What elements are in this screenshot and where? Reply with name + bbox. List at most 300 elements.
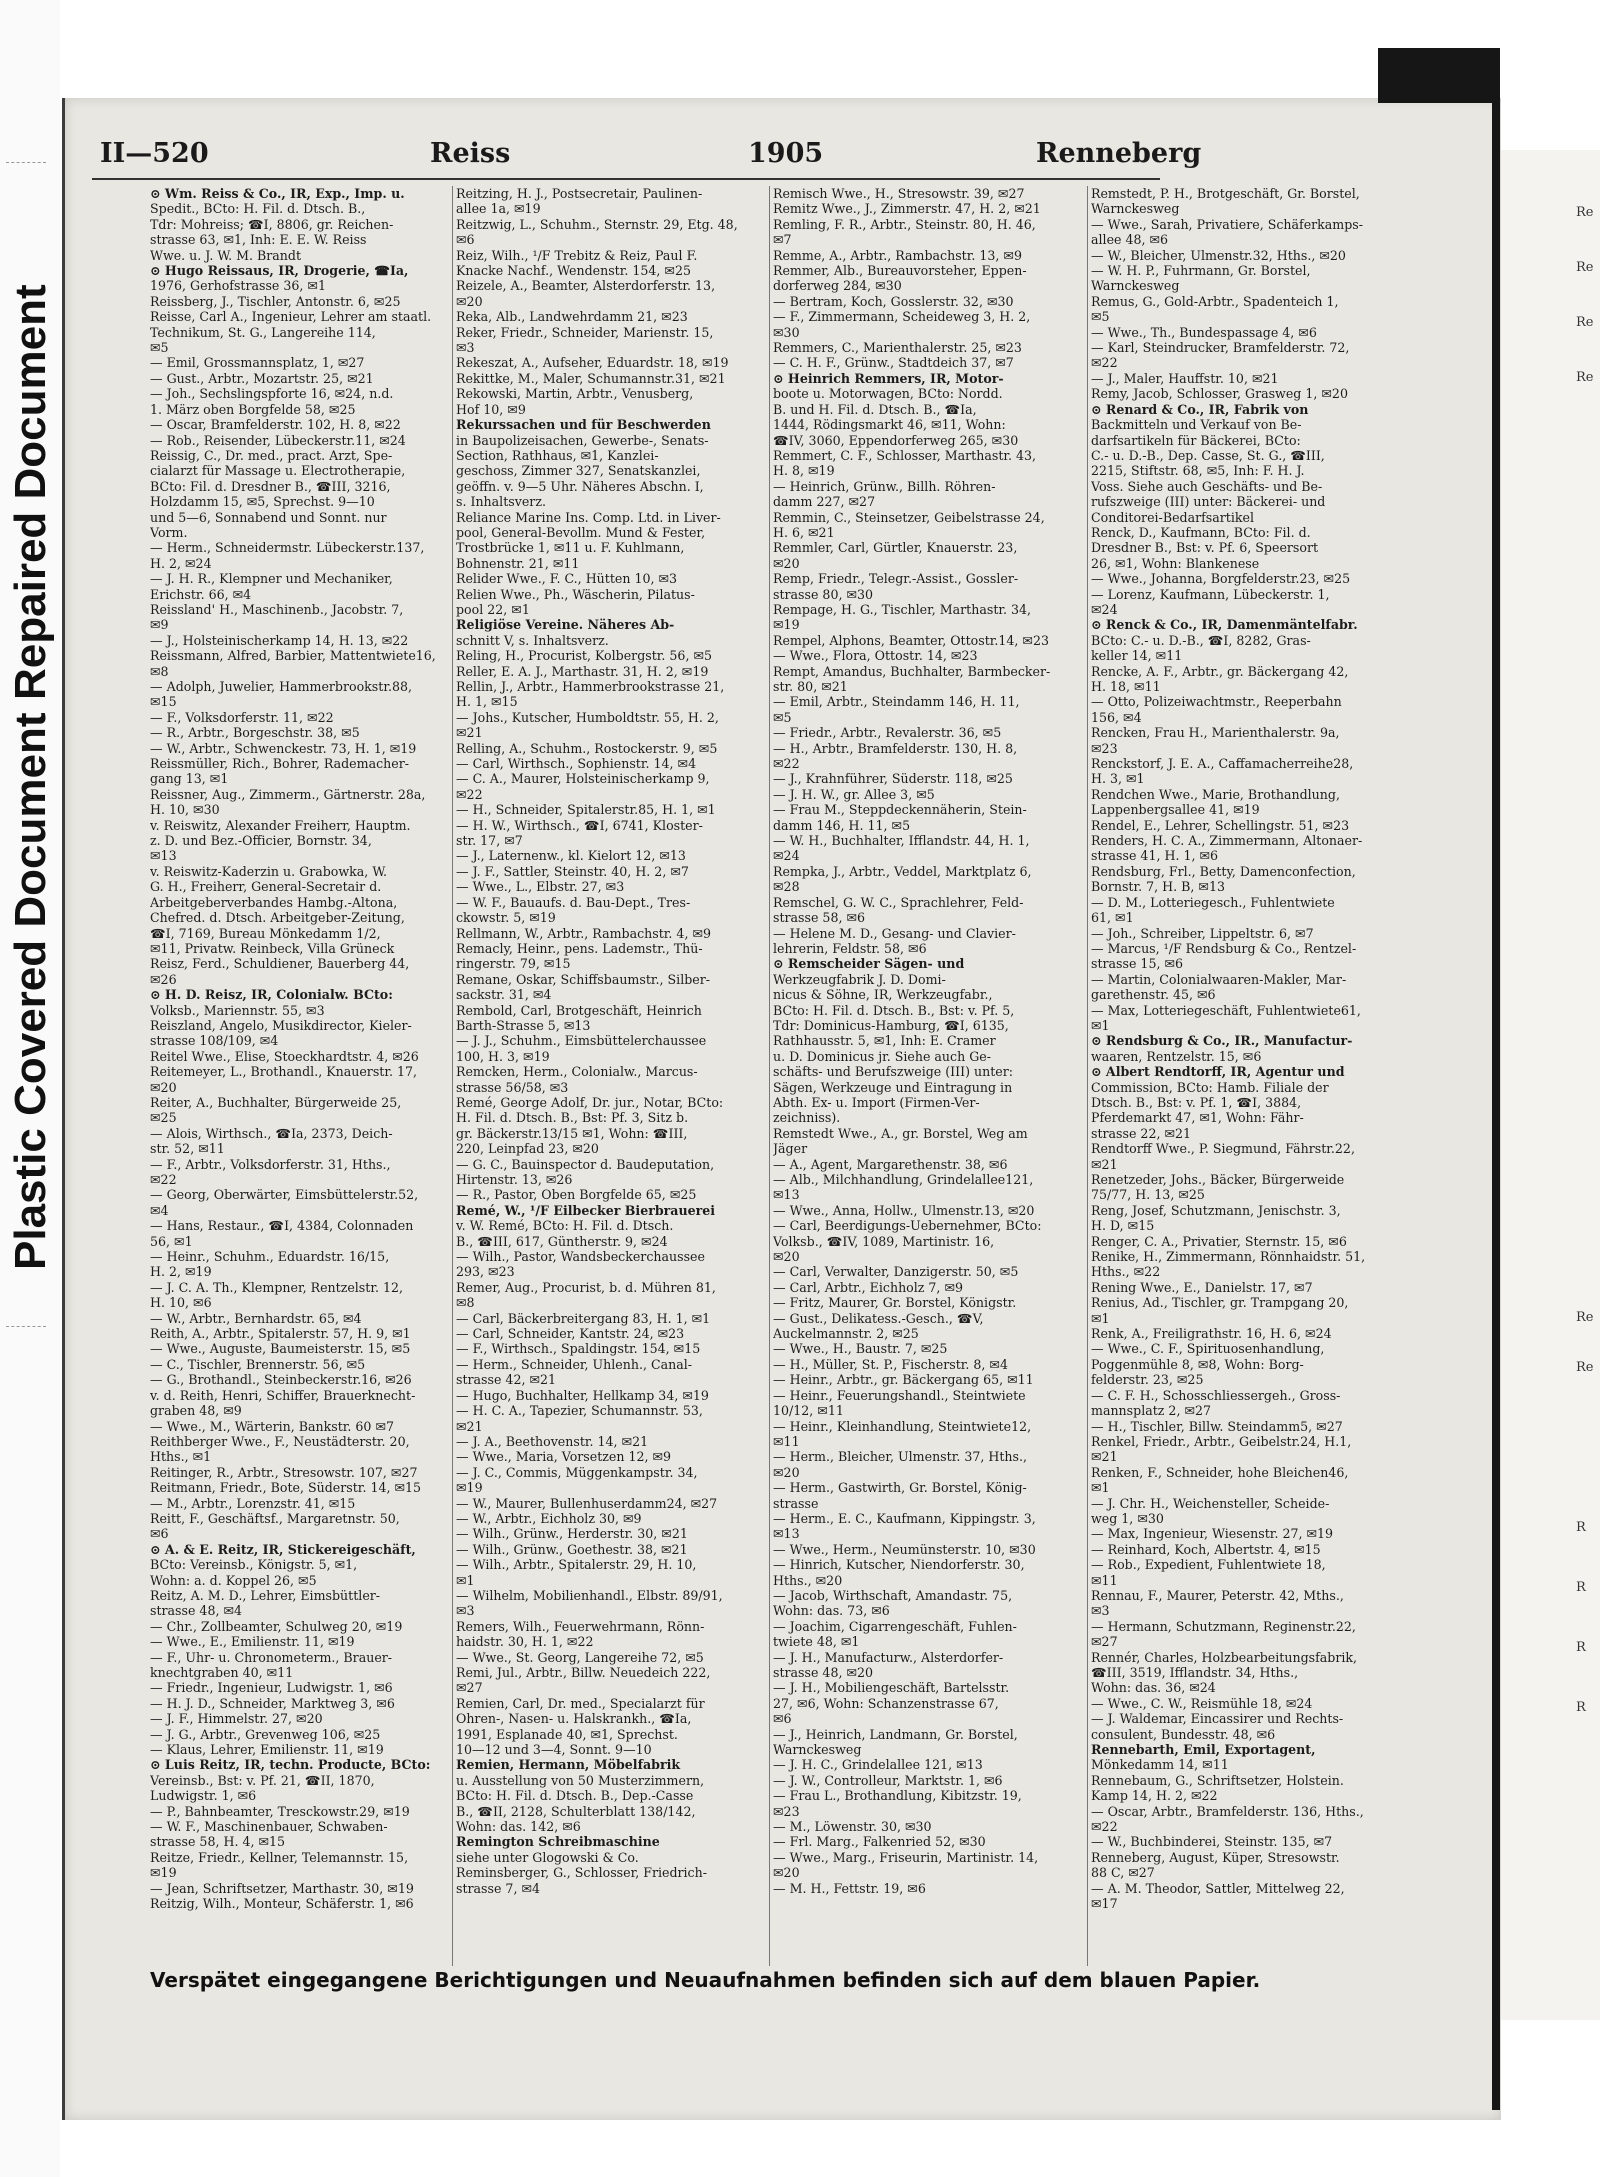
entry-line: Rellmann, W., Arbtr., Rambachstr. 4, ✉9 [456,925,712,941]
entry-line: Reizele, A., Beamter, Alsterdorferstr. 13, [456,278,716,294]
entry-line: Rendel, E., Lehrer, Schellingstr. 51, ✉23 [1091,817,1350,833]
entry-line: — Joachim, Cigarrengeschäft, Fuhlen- [773,1618,1017,1634]
entry-line: — R., Pastor, Oben Borgfelde 65, ✉25 [456,1187,697,1203]
entry-line: — J. Chr. H., Weichensteller, Scheide- [1091,1495,1330,1511]
entry-line: ✉1 [1091,1017,1110,1033]
entry-line: — Frl. Marg., Falkenried 52, ✉30 [773,1834,986,1850]
entry-line: v. W. Remé, BCto: H. Fil. d. Dtsch. [456,1218,674,1234]
entry-line: schäfts- und Berufszweige (III) unter: [773,1064,1013,1080]
entry-line: 220, Leinpfad 23, ✉20 [456,1141,599,1157]
entry-line: — Wilhelm, Mobilienhandl., Elbstr. 89/91, [456,1587,723,1603]
entry-line: — W., Arbtr., Eichholz 30, ✉9 [456,1510,642,1526]
page-number: II—520 [100,138,209,169]
entry-line: — H. W., Wirthsch., ☎I, 6741, Kloster- [456,817,703,833]
entry-line: — Wwe., L., Elbstr. 27, ✉3 [456,879,625,895]
entry-line: — W. H. P., Fuhrmann, Gr. Borstel, [1091,263,1311,279]
entry-line: — Wwe., C. W., Reismühle 18, ✉24 [1091,1695,1313,1711]
entry-line: u. Ausstellung von 50 Musterzimmern, [456,1772,705,1788]
entry-line: 100, H. 3, ✉19 [456,1048,550,1064]
entry-line: ⊙ Hugo Reissaus, IR, Drogerie, ☎Ia, [150,263,409,279]
entry-line: ✉4 [150,1202,169,1218]
entry-line: — Carl, Wirthsch., Sophienstr. 14, ✉4 [456,756,697,772]
entry-line: Remien, Carl, Dr. med., Specialarzt für [456,1695,705,1711]
entry-line: ✉13 [773,1187,800,1203]
entry-line: Backmitteln und Verkauf von Be- [1091,417,1302,433]
entry-line: BCto: C.- u. D.-B., ☎I, 8282, Gras- [1091,632,1311,648]
entry-line: H. 10, ✉6 [150,1295,212,1311]
entry-line: — J. H. R., Klempner und Mechaniker, [150,571,393,587]
entry-line: — M., Löwenstr. 30, ✉30 [773,1819,932,1835]
entry-line: — J. G., Arbtr., Grevenweg 106, ✉25 [150,1726,381,1742]
entry-line: Reitze, Friedr., Kellner, Telemannstr. 15, [150,1849,409,1865]
entry-line: Remé, George Adolf, Dr. jur., Notar, BCto: [456,1094,724,1110]
entry-line: strasse 56/58, ✉3 [456,1079,569,1095]
entry-line: ✉25 [150,1110,177,1126]
entry-line: Kamp 14, H. 2, ✉22 [1091,1788,1218,1804]
entry-line: geöffn. v. 9—5 Uhr. Näheres Abschn. I, [456,478,704,494]
entry-line: — Carl, Schneider, Kantstr. 24, ✉23 [456,1326,685,1342]
entry-line: Poggenmühle 8, ✉8, Wohn: Borg- [1091,1356,1304,1372]
entry-line: — J. H. C., Grindelallee 121, ✉13 [773,1757,983,1773]
entry-line: — Heinr., Schuhm., Eduardstr. 16/15, [150,1249,390,1265]
column-2 [456,186,765,1966]
entry-line: ✉27 [1091,1634,1118,1650]
plastic-covered-document-label: Plastic Covered Document [6,712,55,1270]
entry-line: — Carl, Beerdigungs-Uebernehmer, BCto: [773,1218,1042,1234]
entry-line: — Rob., Reisender, Lübeckerstr.11, ✉24 [150,432,406,448]
entry-line: — Hugo, Buchhalter, Hellkamp 34, ✉19 [456,1387,709,1403]
entry-line: allee 48, ✉6 [1091,232,1169,248]
entry-line: Wohn: das. 142, ✉6 [456,1819,581,1835]
entry-line: Rekowski, Martin, Arbtr., Venusberg, [456,386,694,402]
entry-line: ⊙ Albert Rendtorff, IR, Agentur und [1091,1064,1345,1080]
entry-line: strasse 108/109, ✉4 [150,1033,279,1049]
entry-line: — Wwe., Johanna, Borgfelderstr.23, ✉25 [1091,571,1351,587]
entry-line: — Wwe., St. Georg, Langereihe 72, ✉5 [456,1649,704,1665]
entry-line: Remitz Wwe., J., Zimmerstr. 47, H. 2, ✉21 [773,201,1041,217]
entry-line: — G. C., Bauinspector d. Baudeputation, [456,1156,715,1172]
entry-line: Section, Rathhaus, ✉1, Kanzlei- [456,447,659,463]
entry-line: Warnckesweg [1091,278,1180,294]
entry-line: ✉17 [1091,1896,1118,1912]
entry-line: Bohnenstr. 21, ✉11 [456,555,580,571]
entry-line: ✉24 [1091,601,1118,617]
entry-line: Hths., ✉20 [773,1572,843,1588]
entry-line: Reminsberger, G., Schlosser, Friedrich- [456,1865,707,1881]
entry-line: str. 80, ✉21 [773,679,848,694]
entry-line: — Friedr., Ingenieur, Ludwigstr. 1, ✉6 [150,1680,393,1696]
entry-line: Dresdner B., Bst: v. Pf. 6, Speersort [1091,540,1319,556]
entry-line: — Lorenz, Kaufmann, Lübeckerstr. 1, [1091,586,1330,602]
entry-line: — Emil, Grossmannsplatz, 1, ✉27 [150,355,365,371]
entry-line: BCto: H. Fil. d. Dtsch. B., Dep.-Casse [456,1788,694,1804]
entry-line: — Adolph, Juwelier, Hammerbrookstr.88, [150,679,413,694]
entry-line: 61, ✉1 [1091,910,1134,926]
entry-line: — Gust., Arbtr., Mozartstr. 25, ✉21 [150,370,374,386]
entry-line: — Martin, Colonialwaaren-Makler, Mar- [1091,971,1347,987]
entry-line: Auckelmannstr. 2, ✉25 [773,1326,919,1342]
entry-line: haidstr. 30, H. 1, ✉22 [456,1634,594,1650]
entry-line: Ludwigstr. 1, ✉6 [150,1788,257,1804]
entry-line: ✉11 [773,1433,800,1449]
entry-line: ✉1 [456,1572,475,1588]
entry-line: Reith, A., Arbtr., Spitalerstr. 57, H. 9, ✉1 [150,1326,411,1342]
entry-line: gr. Bäckerstr.13/15 ✉1, Wohn: ☎III, [456,1125,688,1141]
entry-line: — Hans, Restaur., ☎I, 4384, Colonnaden [150,1218,414,1234]
entry-line: Remi, Jul., Arbtr., Billw. Neuedeich 222, [456,1665,711,1680]
entry-line: Reitz, A. M. D., Lehrer, Eimsbüttler- [150,1587,381,1603]
entry-line: ✉26 [150,971,177,987]
entry-line: Remacly, Heinr., pens. Lademstr., Thü- [456,940,703,956]
entry-line: Remmer, Alb., Bureauvorsteher, Eppen- [773,263,1027,279]
entry-line: — A. M. Theodor, Sattler, Mittelweg 22, [1091,1880,1345,1896]
entry-line: boote u. Motorwagen, BCto: Nordd. [773,386,1003,402]
entry-line: H. 8, ✉19 [773,463,835,479]
entry-line: Relling, A., Schuhm., Rostockerstr. 9, ✉5 [456,740,718,756]
entry-line: — J., Holsteinischerkamp 14, H. 13, ✉22 [150,632,409,648]
entry-line: ✉22 [150,1172,177,1187]
entry-line: Volksb., Mariennstr. 55, ✉3 [150,1002,325,1018]
entry-line: Rekittke, M., Maler, Schumannstr.31, ✉21 [456,370,726,386]
entry-line: 1976, Gerhofstrasse 36, ✉1 [150,278,326,294]
entry-line: — Bertram, Koch, Gosslerstr. 32, ✉30 [773,293,1014,309]
entry-line: — H., Arbtr., Bramfelderstr. 130, H. 8, [773,740,1018,756]
adjacent-page-fragment: Re [1576,1360,1594,1375]
entry-line: Spedit., BCto: H. Fil. d. Dtsch. B., [150,201,366,217]
entry-line: ✉21 [1091,1449,1118,1465]
entry-line: — C. A., Maurer, Holsteinischerkamp 9, [456,771,710,787]
entry-line: Ohren-, Nasen- u. Halskrankh., ☎Ia, [456,1711,692,1727]
entry-line: Renetzeder, Johs., Bäcker, Bürgerweide [1091,1172,1345,1187]
entry-line: — J. C., Commis, Müggenkampstr. 34, [456,1464,698,1480]
entry-line: Reller, E. A. J., Marthastr. 31, H. 2, ✉19 [456,663,709,679]
entry-line: — J., Laternenw., kl. Kielort 12, ✉13 [456,848,686,864]
entry-line: — J. H., Manufacturw., Alsterdorfer- [773,1649,1004,1665]
adjacent-page-fragment: R [1576,1580,1586,1595]
entry-line: — Heinr., Kleinhandlung, Steintwiete12, [773,1418,1032,1434]
entry-line: — Johs., Kutscher, Humboldtstr. 55, H. 2, [456,709,719,725]
entry-line: Erichstr. 66, ✉4 [150,586,252,602]
entry-line: ✉6 [773,1711,792,1727]
adjacent-page-fragment: R [1576,1640,1586,1655]
entry-line: garethenstr. 45, ✉6 [1091,987,1216,1003]
entry-line: Vereinsb., Bst: v. Pf. 21, ☎II, 1870, [150,1772,375,1788]
entry-line: strasse 58, H. 4, ✉15 [150,1834,286,1850]
entry-line: ✉22 [1091,1819,1118,1835]
entry-line: H. 6, ✉21 [773,524,835,540]
entry-line: Remmin, C., Steinsetzer, Geibelstrasse 24, [773,509,1045,525]
entry-line: — D. M., Lotteriegesch., Fuhlentwiete [1091,894,1335,910]
entry-line: Reitemeyer, L., Brothandl., Knauerstr. 17, [150,1064,418,1080]
entry-line: Remme, A., Arbtr., Rambachstr. 13, ✉9 [773,247,1022,263]
entry-line: BCto: H. Fil. d. Dtsch. B., Bst: v. Pf. 5, [773,1002,1015,1018]
entry-line: — G., Brothandl., Steinbeckerstr.16, ✉26 [150,1372,412,1388]
entry-line: — J. J., Schuhm., Eimsbüttelerchaussee [456,1033,707,1049]
entry-line: Remp, Friedr., Telegr.-Assist., Gossler- [773,571,1019,587]
entry-line: ✉5 [773,709,792,725]
entry-line: — Heinrich, Grünw., Billh. Röhren- [773,478,996,494]
entry-line: B., ☎III, 617, Güntherstr. 9, ✉24 [456,1233,668,1249]
entry-line: ✉21 [456,725,483,741]
entry-line: Wwe. u. J. W. M. Brandt [150,247,302,263]
entry-line: damm 146, H. 11, ✉5 [773,817,911,833]
adjacent-page-fragment: Re [1576,370,1594,385]
entry-line: ✉13 [150,848,177,864]
entry-line: — Jean, Schriftsetzer, Marthastr. 30, ✉19 [150,1880,414,1896]
entry-line: Rempage, H. G., Tischler, Marthastr. 34, [773,601,1032,617]
entry-line: Rening Wwe., E., Danielstr. 17, ✉7 [1091,1279,1313,1295]
entry-line: ⊙ H. D. Reisz, IR, Colonialw. BCto: [150,987,393,1003]
entry-line: sackstr. 31, ✉4 [456,987,552,1003]
entry-line: ✉8 [150,663,169,679]
entry-line: ✉20 [773,1249,800,1265]
entry-line: ✉6 [150,1526,169,1542]
entry-line: — Heinr., Feuerungshandl., Steintwiete [773,1387,1026,1403]
entry-line: Reithberger Wwe., F., Neustädterstr. 20, [150,1433,410,1449]
margin-dash [6,162,46,163]
entry-line: — J. Waldemar, Eincassirer und Rechts- [1091,1711,1344,1727]
entry-line: Rempt, Amandus, Buchhalter, Barmbecker- [773,663,1051,679]
entry-line: — H. J. D., Schneider, Marktweg 3, ✉6 [150,1695,395,1711]
entry-line: H. 18, ✉11 [1091,679,1161,694]
entry-line: lehrerin, Feldstr. 58, ✉6 [773,940,927,956]
entry-line: — H. C. A., Tapezier, Schumannstr. 53, [456,1403,703,1419]
column-3 [773,186,1083,1966]
entry-line: — W., Arbtr., Schwenckestr. 73, H. 1, ✉19 [150,740,417,756]
entry-line: Reliance Marine Ins. Comp. Ltd. in Liver- [456,509,721,525]
entry-line: Religiöse Vereine. Näheres Ab- [456,617,675,633]
entry-line: — Wilh., Grünw., Goethestr. 38, ✉21 [456,1541,688,1557]
entry-line: — J. F., Himmelstr. 27, ✉20 [150,1711,323,1727]
entry-line: 1. März oben Borgfelde 58, ✉25 [150,401,356,417]
entry-line: weg 1, ✉30 [1091,1510,1164,1526]
entry-line: — F., Uhr- u. Chronometerm., Brauer- [150,1649,393,1665]
entry-line: — Fritz, Maurer, Gr. Borstel, Königstr. [773,1295,1017,1311]
entry-line: Reissner, Aug., Zimmerm., Gärtnerstr. 28a, [150,786,426,802]
entry-line: — W. F., Maschinenbauer, Schwaben- [150,1819,388,1835]
entry-line: strasse 41, H. 1, ✉6 [1091,848,1219,864]
entry-line: — Wwe., Flora, Ottostr. 14, ✉23 [773,648,978,664]
entry-line: cialarzt für Massage u. Electrotherapie, [150,463,406,479]
entry-line: ✉22 [456,786,483,802]
entry-line: Warnckesweg [773,1742,862,1758]
entry-line: Renkel, Friedr., Arbtr., Geibelstr.24, H.1, [1091,1433,1352,1449]
column-divider [1087,186,1088,1966]
entry-line: — Oscar, Arbtr., Bramfelderstr. 136, Hths., [1091,1803,1364,1819]
entry-line: Remmert, C. F., Schlosser, Marthastr. 43, [773,447,1037,463]
entry-line: — Jacob, Wirthschaft, Amandastr. 75, [773,1587,1013,1603]
entry-line: Jäger [773,1141,808,1157]
entry-line: ✉21 [1091,1156,1118,1172]
entry-line: — Friedr., Arbtr., Revalerstr. 36, ✉5 [773,725,1002,741]
entry-line: strasse [773,1495,819,1511]
entry-line: ✉1 [1091,1480,1110,1496]
header-rule [92,178,1160,180]
entry-line: C.- u. D.-B., Dep. Casse, St. G., ☎III, [1091,447,1325,463]
entry-line: v. d. Reith, Henri, Schiffer, Brauerknecht- [150,1387,416,1403]
entry-line: Reiszland, Angelo, Musikdirector, Kieler- [150,1017,412,1033]
entry-line: Remé, W., ¹/F Eilbecker Bierbrauerei [456,1202,716,1218]
entry-line: — J., Heinrich, Landmann, Gr. Borstel, [773,1726,1018,1742]
entry-line: — Herm., Gastwirth, Gr. Borstel, König- [773,1480,1027,1496]
entry-line: — A., Agent, Margarethenstr. 38, ✉6 [773,1156,1008,1172]
entry-line: Abth. Ex- u. Import (Firmen-Ver- [773,1094,980,1110]
entry-line: u. D. Dominicus jr. Siehe auch Ge- [773,1048,991,1064]
entry-line: Renius, Ad., Tischler, gr. Trampgang 20, [1091,1295,1349,1311]
entry-line: — Wwe., Auguste, Baumeisterstr. 15, ✉5 [150,1341,411,1357]
entry-line: ☎IV, 3060, Eppendorferweg 265, ✉30 [773,432,1019,448]
scan-edge [1492,100,1500,2110]
page-header [100,138,1202,172]
entry-line: — Wwe., Th., Bundespassage 4, ✉6 [1091,324,1317,340]
entry-line: ⊙ Wm. Reiss & Co., IR, Exp., Imp. u. [150,186,405,201]
entry-line: H. 10, ✉30 [150,802,220,818]
entry-line: Relien Wwe., Ph., Wäscherin, Pilatus- [456,586,695,602]
entry-line: Knacke Nachf., Wendenstr. 154, ✉25 [456,263,691,279]
entry-line: — Wwe., Sarah, Privatiere, Schäferkamps- [1091,216,1364,232]
entry-line: 10/12, ✉11 [773,1403,844,1419]
entry-line: — Herm., Schneidermstr. Lübeckerstr.137, [150,540,425,556]
side-labels [6,180,54,1280]
entry-line: — Wwe., Marg., Friseurin, Martinistr. 14, [773,1849,1039,1865]
entry-line: ✉3 [1091,1603,1110,1619]
entry-line: Reissberg, J., Tischler, Antonstr. 6, ✉25 [150,293,401,309]
entry-line: schnitt V, s. Inhaltsverz. [456,632,609,648]
entry-line: Reitel Wwe., Elise, Stoeckhardtstr. 4, ✉26 [150,1048,419,1064]
entry-line: siehe unter Glogowski & Co. [456,1849,639,1865]
entry-line: ✉20 [150,1079,177,1095]
entry-line: ✉20 [456,293,483,309]
entry-line: — Frau L., Brothandlung, Kibitzstr. 19, [773,1788,1022,1804]
entry-line: — H., Schneider, Spitalerstr.85, H. 1, ✉1 [456,802,716,818]
entry-line: damm 227, ✉27 [773,494,876,510]
entry-line: — Heinr., Arbtr., gr. Bäckergang 65, ✉11 [773,1372,1034,1388]
entry-line: strasse 63, ✉1, Inh: E. E. W. Reiss [150,232,367,248]
entry-line: Rempka, J., Arbtr., Veddel, Marktplatz 6, [773,863,1032,879]
entry-line: ✉19 [456,1480,483,1496]
entry-line: Volksb., ☎IV, 1089, Martinistr. 16, [773,1233,995,1249]
column-divider [452,186,453,1966]
adjacent-page [1500,150,1600,2020]
entry-line: Remschel, G. W. C., Sprachlehrer, Feld- [773,894,1024,910]
entry-line: BCto: Vereinsb., Königstr. 5, ✉1, [150,1557,358,1573]
entry-line: Reng, Josef, Schutzmann, Jenischstr. 3, [1091,1202,1341,1218]
entry-line: und 5—6, Sonnabend und Sonnt. nur [150,509,387,525]
entry-line: ✉5 [150,340,169,356]
entry-line: — Herm., Schneider, Uhlenh., Canal- [456,1356,693,1372]
adjacent-page-fragment: Re [1576,205,1594,220]
entry-line: Remington Schreibmaschine [456,1834,660,1850]
header-last-entry: Renneberg [1036,138,1202,169]
entry-line: Remmler, Carl, Gürtler, Knauerstr. 23, [773,540,1018,556]
entry-line: Reissland' H., Maschinenb., Jacobstr. 7, [150,601,404,617]
entry-line: ☎I, 7169, Bureau Mönkedamm 1/2, [150,925,381,941]
entry-line: Rencken, Frau H., Marienthalerstr. 9a, [1091,725,1340,741]
entry-line: pool 22, ✉1 [456,601,530,617]
entry-line: ✉23 [1091,740,1118,756]
entry-line: 10—12 und 3—4, Sonnt. 9—10 [456,1742,652,1758]
entry-line: ✉15 [150,694,177,710]
entry-line: ✉11, Privatw. Reinbeck, Villa Grüneck [150,940,395,956]
entry-line: — Chr., Zollbeamter, Schulweg 20, ✉19 [150,1618,403,1634]
entry-line: 293, ✉23 [456,1264,515,1280]
entry-line: Barth-Strasse 5, ✉13 [456,1017,591,1033]
entry-line: Renders, H. C. A., Zimmermann, Altonaer- [1091,833,1363,849]
entry-line: Mönkedamm 14, ✉11 [1091,1757,1229,1773]
entry-line: allee 1a, ✉19 [456,201,541,217]
entry-line: Reitmann, Friedr., Bote, Süderstr. 14, ✉15 [150,1480,422,1496]
entry-line: Remers, Wilh., Feuerwehrmann, Rönn- [456,1618,705,1634]
entry-line: Reitt, F., Geschäftsf., Margaretnstr. 50, [150,1510,400,1526]
adjacent-page-fragment: Re [1576,1310,1594,1325]
entry-line: Bornstr. 7, H. B, ✉13 [1091,879,1225,895]
entry-line: — C., Tischler, Brennerstr. 56, ✉5 [150,1356,366,1372]
entry-line: Chefred. d. Dtsch. Arbeitgeber-Zeitung, [150,910,405,926]
entry-line: — Carl, Arbtr., Eichholz 7, ✉9 [773,1279,964,1295]
entry-line: gang 13, ✉1 [150,771,229,787]
adjacent-page-fragment: Re [1576,260,1594,275]
entry-line: knechtgraben 40, ✉11 [150,1665,294,1680]
entry-line: — Karl, Steindrucker, Bramfelderstr. 72, [1091,340,1350,356]
entry-line: ⊙ Rendsburg & Co., IR., Manufactur- [1091,1033,1353,1049]
entry-line: B., ☎II, 2128, Schulterblatt 138/142, [456,1803,696,1819]
entry-line: — Marcus, ¹/F Rendsburg & Co., Rentzel- [1091,940,1357,956]
entry-line: Rencke, A. F., Arbtr., gr. Bäckergang 42, [1091,663,1349,679]
entry-line: Wohn: das. 36, ✉24 [1091,1680,1216,1696]
entry-line: ✉3 [456,1603,475,1619]
entry-line: ✉11 [1091,1572,1118,1588]
entry-line: Remling, F. R., Arbtr., Steinstr. 80, H. 46, [773,216,1036,232]
entry-line: ✉22 [773,756,800,772]
entry-line: rufszweige (III) unter: Bäckerei- und [1091,494,1326,510]
entry-line: Remus, G., Gold-Arbtr., Spadenteich 1, [1091,293,1339,309]
entry-line: — Wwe., Anna, Hollw., Ulmenstr.13, ✉20 [773,1202,1035,1218]
entry-line: H. 2, ✉24 [150,555,212,571]
entry-line: ✉21 [456,1418,483,1434]
entry-line: — J., Maler, Hauffstr. 10, ✉21 [1091,370,1279,386]
entry-line: — Wilh., Arbtr., Spitalerstr. 29, H. 10, [456,1557,697,1573]
entry-line: — Carl, Bäckerbreitergang 83, H. 1, ✉1 [456,1310,711,1326]
entry-line: ✉20 [773,1865,800,1881]
entry-line: Holzdamm 15, ✉5, Sprechst. 9—10 [150,494,375,510]
entry-line: ✉22 [1091,355,1118,371]
entry-line: ✉1 [1091,1310,1110,1326]
entry-line: strasse 80, ✉30 [773,586,874,602]
entry-line: Rennebaum, G., Schriftsetzer, Holstein. [1091,1772,1344,1788]
entry-line: — Max, Ingenieur, Wiesenstr. 27, ✉19 [1091,1526,1334,1542]
entry-line: Hths., ✉22 [1091,1264,1161,1280]
entry-line: ⊙ Remscheider Sägen- und [773,956,965,972]
entry-line: graben 48, ✉9 [150,1403,242,1419]
entry-line: Rendsburg, Frl., Betty, Damenconfection, [1091,863,1356,879]
entry-line: Lappenbergsallee 41, ✉19 [1091,802,1260,818]
entry-line: — Wwe., Maria, Vorsetzen 12, ✉9 [456,1449,672,1465]
entry-line: strasse 15, ✉6 [1091,956,1184,972]
entry-line: Werkzeugfabrik J. D. Domi- [773,971,946,987]
entry-line: B. und H. Fil. d. Dtsch. B., ☎Ia, [773,401,977,417]
entry-line: Rendchen Wwe., Marie, Brothandlung, [1091,786,1340,802]
entry-line: Conditorei-Bedarfsartikel [1091,509,1254,525]
entry-line: — P., Bahnbeamter, Tresckowstr.29, ✉19 [150,1803,410,1819]
entry-line: Rembold, Carl, Brotgeschäft, Heinrich [456,1002,702,1018]
entry-line: mannsplatz 2, ✉27 [1091,1403,1212,1419]
entry-line: Renken, F., Schneider, hohe Bleichen46, [1091,1464,1349,1480]
entry-line: Tdr: Dominicus-Hamburg, ☎I, 6135, [773,1017,1009,1033]
entry-line: 75/77, H. 13, ✉25 [1091,1187,1205,1203]
entry-line: — C. F. H., Schosschliessergeh., Gross- [1091,1387,1341,1403]
entry-line: — Helene M. D., Gesang- und Clavier- [773,925,1016,941]
entry-line: — Wwe., H., Baustr. 7, ✉25 [773,1341,948,1357]
